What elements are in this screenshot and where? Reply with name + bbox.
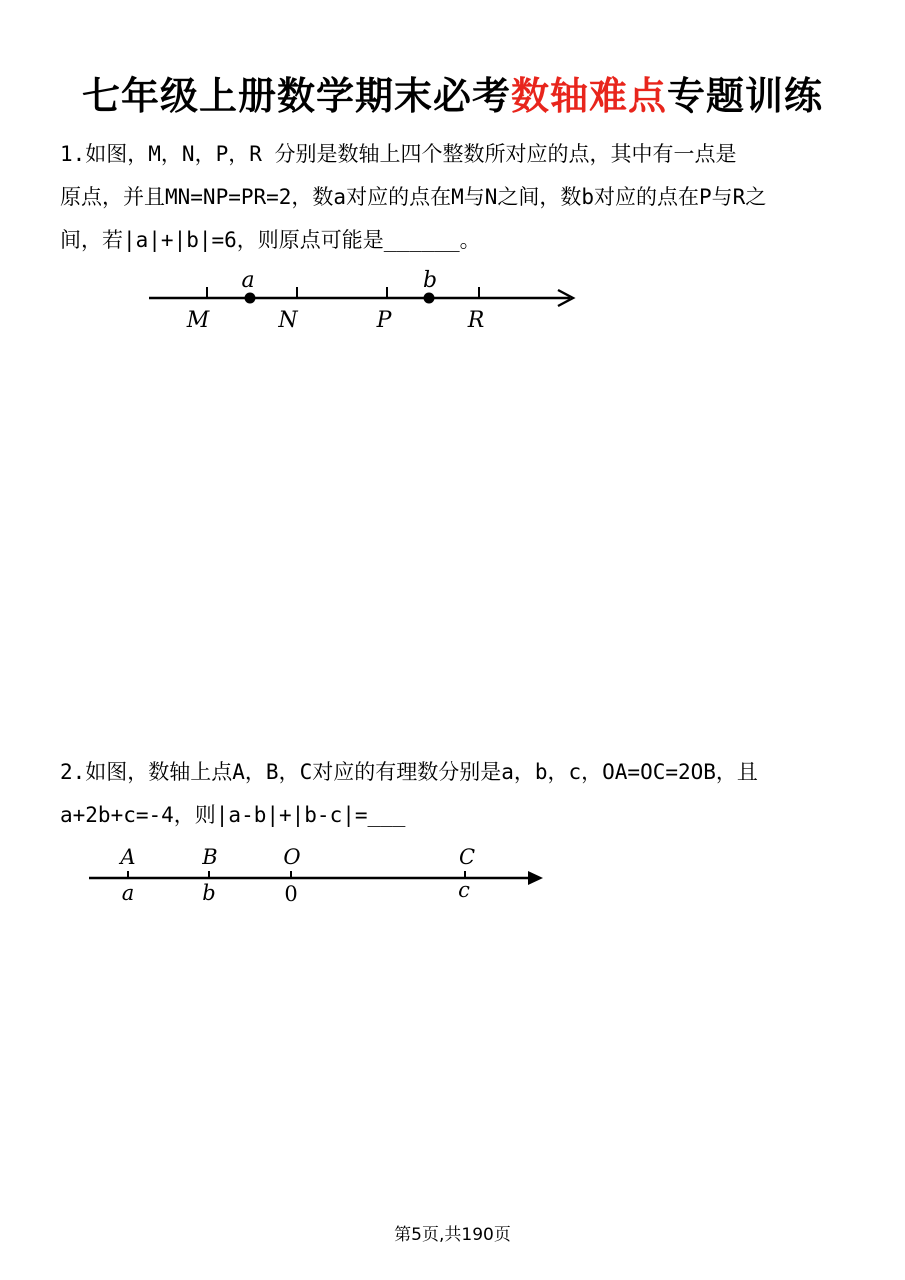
title-part2: 专题训练 (667, 74, 824, 118)
point-b-dot (424, 293, 435, 304)
number-line-figure-2 (80, 838, 560, 910)
label-upper-a: A (120, 845, 136, 869)
label-m: M (186, 308, 210, 333)
question-1-line-3: 间，若|a|+|b|=6，则原点可能是______。 (60, 228, 481, 252)
number-line-figure-1 (140, 262, 590, 338)
label-upper-c: C (458, 845, 476, 869)
question-2-line-2: a+2b+c=-4，则|a-b|+|b-c|=___ (60, 803, 406, 827)
label-upper-o: O (283, 845, 301, 869)
axis-arrow-icon (528, 871, 543, 885)
question-1-line-2: 原点，并且MN=NP=PR=2，数a对应的点在M与N之间，数b对应的点在P与R之 (60, 185, 767, 209)
label-n: N (278, 308, 298, 333)
page-number-footer: 第5页,共190页 (394, 1225, 511, 1245)
title-highlight: 数轴难点 (510, 74, 667, 118)
label-lower-zero: 0 (284, 882, 298, 906)
label-lower-a: a (121, 881, 135, 905)
page-title (0, 68, 905, 124)
question-1-line-1: 1.如图，M，N，P，R 分别是数轴上四个整数所对应的点，其中有一点是 (60, 142, 737, 166)
label-point-b: b (422, 268, 438, 293)
label-lower-b: b (202, 881, 216, 905)
label-p: P (376, 308, 392, 333)
label-upper-b: B (202, 845, 218, 869)
label-point-a: a (241, 268, 255, 293)
question-2 (60, 751, 850, 837)
question-1 (60, 133, 850, 262)
question-2-line-1: 2.如图，数轴上点A，B，C对应的有理数分别是a，b，c，OA=OC=2OB，且 (60, 760, 758, 784)
label-lower-c: c (458, 878, 470, 902)
point-a-dot (245, 293, 256, 304)
label-r: R (467, 308, 485, 333)
title-part1: 七年级上册数学期末必考 (81, 74, 511, 118)
